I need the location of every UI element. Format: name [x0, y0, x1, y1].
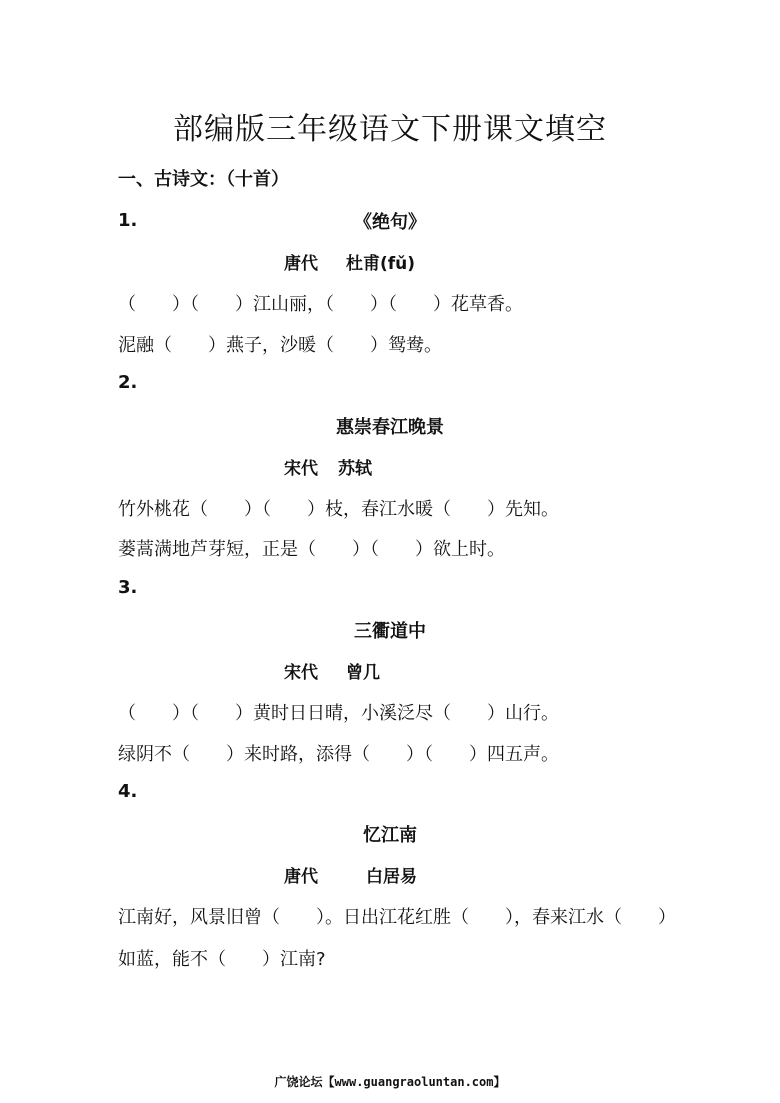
poem-line: 绿阴不（ ）来时路，添得（ ）（ ）四五声。	[118, 744, 559, 765]
poem-line: （ ）（ ）江山丽，（ ）（ ）花草香。	[118, 294, 523, 315]
poem-number: 3.	[118, 577, 138, 598]
poem-number: 2.	[118, 372, 138, 393]
poem-line: （ ）（ ）黄时日日晴，小溪泛尽（ ）山行。	[118, 703, 559, 724]
poem-poet: 曾几	[346, 663, 380, 683]
poem-line: 蒌蒿满地芦芽短，正是（ ）（ ）欲上时。	[118, 539, 505, 560]
section-heading: 一、古诗文：（十首）	[118, 169, 289, 190]
poem-number: 4.	[118, 781, 138, 802]
poem-dynasty: 唐代	[284, 867, 318, 887]
poem-title: 《绝句》	[354, 212, 426, 233]
poem-number: 1.	[118, 210, 138, 231]
page-footer	[0, 1073, 780, 1090]
poem-line: 泥融（ ）燕子，沙暖（ ）鸳鸯。	[118, 335, 442, 356]
poem-dynasty: 宋代	[284, 663, 318, 683]
footer-site-name: 广饶论坛	[274, 1075, 323, 1089]
poem-dynasty: 唐代	[284, 254, 318, 274]
poem-line: 如蓝，能不（ ）江南?	[118, 949, 326, 970]
footer-url: 【www.guangraoluntan.com】	[322, 1075, 506, 1089]
poem-title: 忆江南	[363, 825, 417, 846]
poem-line: 竹外桃花（ ）（ ）枝，春江水暖（ ）先知。	[118, 499, 559, 520]
poem-poet: 苏轼	[338, 459, 372, 479]
page-title: 部编版三年级语文下册课文填空	[173, 112, 607, 147]
poem-dynasty: 宋代	[284, 459, 318, 479]
poem-line: 江南好，风景旧曾（ ）。日出江花红胜（ ），春来江水（ ）	[118, 907, 676, 928]
poem-poet: 白居易	[366, 867, 417, 887]
poem-title: 惠崇春江晚景	[336, 417, 444, 438]
poem-title: 三衢道中	[354, 621, 426, 642]
poem-poet: 杜甫(fǔ)	[346, 254, 416, 274]
